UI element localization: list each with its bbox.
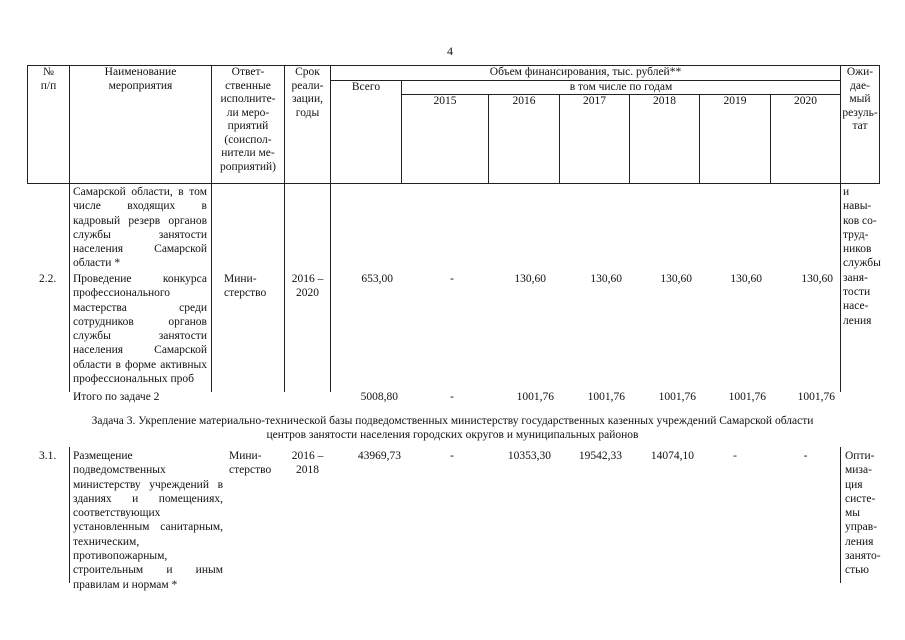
header-name: Наименование мероприятия <box>104 66 177 92</box>
row-3-1-result: Опти- миза- ция систе- мы управ- ления занято- стью <box>845 450 881 577</box>
header-year: 2015 <box>433 95 457 107</box>
header-year: 2020 <box>794 95 817 107</box>
row-2-2-num: 2.2. <box>39 273 57 285</box>
header-term: Срок реали- зации, годы <box>291 66 324 119</box>
row-2-2-name: Проведение конкурса профессионального мастерства среди сотрудников органов службы занятости населения Самарской области в форме активных профессиональных проб <box>73 273 207 386</box>
itogo-2-value: - <box>450 391 454 403</box>
row-3-1-total: 43969,73 <box>357 450 401 462</box>
row-2-2-value: 130,60 <box>514 273 546 285</box>
task-3-heading-line1: Задача 3. Укрепление материально-технической базы подведомственных министерству государственных казенных учреждений Самарской области <box>91 415 814 427</box>
header-year: 2016 <box>512 95 536 107</box>
row-2-2-value: 130,60 <box>730 273 762 285</box>
itogo-2-value: 1001,76 <box>658 391 696 403</box>
itogo-2-value: 1001,76 <box>797 391 835 403</box>
row-3-1-responsible: Мини- стерство <box>229 450 272 477</box>
row-2-2-term: 2016 – 2020 <box>291 273 324 300</box>
row-2-2-total: 653,00 <box>361 273 393 285</box>
task-3-heading-line2: центров занятости населения городских округов и муниципальных районов <box>266 429 639 441</box>
row-3-1-value: 14074,10 <box>650 450 694 462</box>
continuation-name: Самарской области, в том числе входящих в кадровый резерв органов службы занятости населения Самарской области * <box>73 186 207 270</box>
row-2-2-value: 130,60 <box>590 273 622 285</box>
itogo-2-value: 1001,76 <box>587 391 625 403</box>
header-funding: Объем финансирования, тыс. рублей** <box>489 66 682 78</box>
row-3-1-value: - <box>733 450 737 462</box>
itogo-2-total: 5008,80 <box>360 391 398 403</box>
itogo-2-value: 1001,76 <box>728 391 766 403</box>
row-2-2-value: 130,60 <box>801 273 833 285</box>
header-total: Всего <box>351 81 381 93</box>
header-by-years: в том числе по годам <box>569 81 673 93</box>
row-2-2-value: - <box>450 273 454 285</box>
header-result: Ожи- дае- мый резуль- тат <box>842 66 878 132</box>
row-3-1-value: 10353,30 <box>507 450 551 462</box>
row-2-2-responsible: Мини- стерство <box>224 273 267 300</box>
itogo-2-label: Итого по задаче 2 <box>73 391 160 403</box>
row-3-1-value: - <box>803 450 808 462</box>
row-3-1-value: 19542,33 <box>578 450 622 462</box>
row-3-1-num: 3.1. <box>39 450 57 462</box>
row-3-1-name: Размещение подведомственных министерству учреждений в зданиях и помещениях, соответствующих установленным санитарным, техническим, противопожарным, строительным и иным правилам и нормам * <box>73 450 223 591</box>
row-3-1-term: 2016 – 2018 <box>291 450 324 477</box>
header-year: 2018 <box>653 95 676 107</box>
header-year: 2019 <box>723 95 747 107</box>
header-responsible: Ответ- ственные исполните- ли меро- приятий (соиспол- нители ме- роприятий) <box>219 66 276 173</box>
itogo-2-value: 1001,76 <box>516 391 554 403</box>
continuation-result: и навы- ков со- труд- ников службы заня- тости насе- ления <box>843 186 881 327</box>
row-3-1-value: - <box>450 450 454 462</box>
page-number: 4 <box>447 44 453 58</box>
row-2-2-value: 130,60 <box>660 273 692 285</box>
header-year: 2017 <box>583 95 606 107</box>
header-num: № п/п <box>40 66 57 92</box>
